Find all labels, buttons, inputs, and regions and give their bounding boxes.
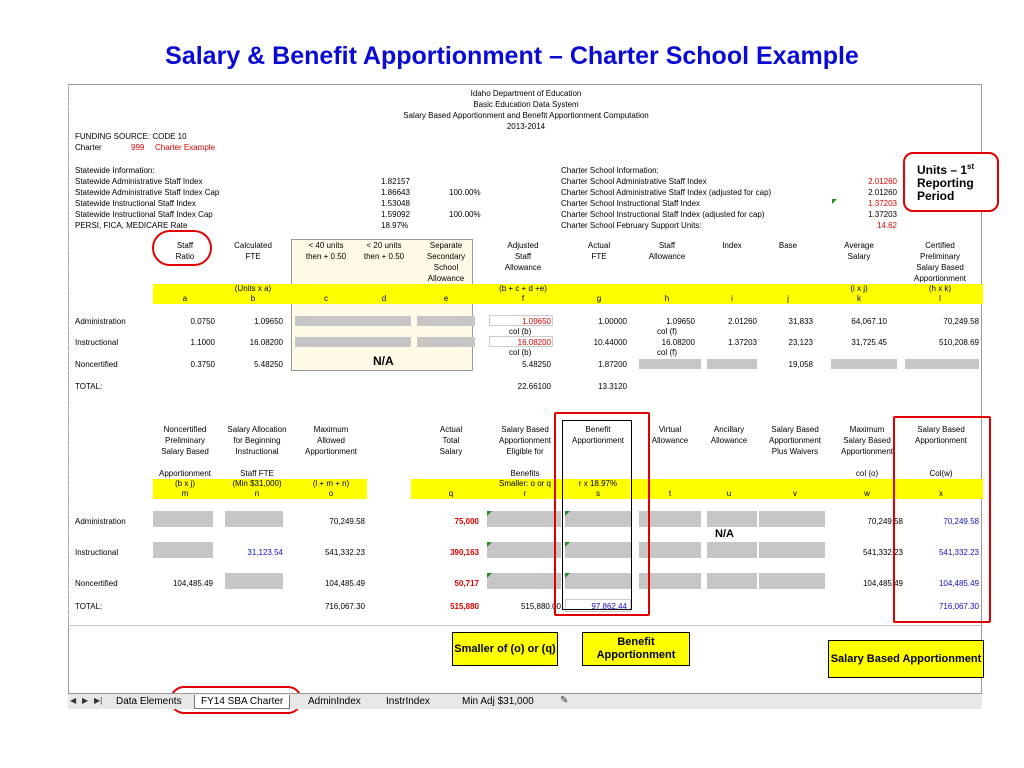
col-header-s: Apportionment bbox=[571, 436, 625, 445]
col-letter: t bbox=[668, 489, 672, 498]
col-header-n: Salary Allocation bbox=[227, 425, 287, 434]
col-header-staff-ratio: Staff bbox=[176, 241, 194, 250]
col-header-adjusted: Staff bbox=[514, 252, 532, 261]
col-header-separate: Separate bbox=[429, 241, 463, 250]
grey-cell bbox=[487, 542, 561, 558]
grey-cell bbox=[759, 511, 825, 527]
sheet-tab-bar bbox=[68, 693, 982, 709]
tab-min-adj[interactable]: Min Adj $31,000 bbox=[462, 696, 534, 707]
cell-i: 2.01260 bbox=[728, 317, 757, 326]
col-header-t: Virtual bbox=[658, 425, 682, 434]
col-letter: o bbox=[328, 489, 334, 498]
header-line1: Idaho Department of Education bbox=[470, 89, 582, 98]
cell-h: 1.09650 bbox=[666, 317, 695, 326]
header-line4: 2013-2014 bbox=[506, 122, 546, 131]
tab-data-elements[interactable]: Data Elements bbox=[116, 696, 182, 707]
grey-cell bbox=[831, 359, 897, 369]
col-header-x: Salary Based bbox=[917, 425, 965, 434]
cell-l: 510,208.69 bbox=[938, 338, 979, 347]
col-header-lt40: then + 0.50 bbox=[305, 252, 347, 261]
charter-info-value: 1.37203 bbox=[868, 210, 897, 219]
cell-comment-marker bbox=[487, 542, 492, 547]
charter-info-label: Charter School Instructional Staff Index (adjusted for cap) bbox=[561, 210, 765, 219]
cell-q: 75,000 bbox=[454, 517, 479, 526]
cell-k: 31,725.45 bbox=[851, 338, 887, 347]
col-letter: f bbox=[521, 294, 525, 303]
charter-label: Charter bbox=[75, 143, 102, 152]
cell-n: 31,123.54 bbox=[247, 548, 283, 557]
col-header-w: col (o) bbox=[855, 469, 879, 478]
col-header-staff-ratio: Ratio bbox=[175, 252, 195, 261]
col-letter: q bbox=[448, 489, 454, 498]
grey-cell bbox=[417, 316, 475, 326]
col-header-calc-fte: FTE bbox=[245, 252, 261, 261]
total-o: 716,067.30 bbox=[324, 602, 365, 611]
row-label: Administration bbox=[75, 317, 126, 326]
col-header-lt20: then + 0.50 bbox=[363, 252, 405, 261]
row-label: Instructional bbox=[75, 338, 119, 347]
cell-w: 104,485.49 bbox=[862, 579, 903, 588]
statewide-value: 1.53048 bbox=[381, 199, 410, 208]
statewide-pct: 100.00% bbox=[449, 210, 481, 219]
tab-adminindex[interactable]: AdminIndex bbox=[308, 696, 361, 707]
row-label: Noncertified bbox=[75, 360, 118, 369]
slide-title: Salary & Benefit Apportionment – Charter School Example bbox=[165, 42, 859, 70]
cell-o: 70,249.58 bbox=[329, 517, 365, 526]
cell-j: 19,058 bbox=[788, 360, 813, 369]
col-letter: w bbox=[864, 489, 870, 498]
formula-b: (Units x a) bbox=[234, 284, 272, 293]
col-letter: u bbox=[726, 489, 732, 498]
statewide-heading: Statewide Information: bbox=[75, 166, 155, 175]
cell-x: 70,249.58 bbox=[943, 517, 979, 526]
statewide-label: Statewide Instructional Staff Index Cap bbox=[75, 210, 213, 219]
cell-f: 5.48250 bbox=[522, 360, 551, 369]
spreadsheet bbox=[68, 84, 982, 709]
statewide-value: 1.86643 bbox=[381, 188, 410, 197]
col-header-w: Apportionment bbox=[840, 447, 894, 456]
grey-cell bbox=[417, 337, 475, 347]
col-letter: g bbox=[596, 294, 602, 303]
col-header-certified: Certified bbox=[925, 241, 955, 250]
col-letter: e bbox=[443, 294, 449, 303]
col-letter: c bbox=[324, 294, 328, 303]
col-header-actual-fte: Actual bbox=[587, 241, 611, 250]
row-label: Noncertified bbox=[75, 579, 118, 588]
col-letter: i bbox=[731, 294, 733, 303]
charter-info-value: 2.01260 bbox=[868, 177, 897, 186]
charter-info-label: Charter School Administrative Staff Index bbox=[561, 177, 707, 186]
grey-cell bbox=[639, 359, 701, 369]
col-letter: h bbox=[664, 294, 670, 303]
grey-cell bbox=[759, 542, 825, 558]
formula-f: (b + c + d +e) bbox=[499, 284, 547, 293]
row-gutter bbox=[68, 85, 70, 626]
col-letter: s bbox=[596, 489, 600, 498]
new-sheet-icon[interactable]: ✎ bbox=[560, 695, 569, 706]
col-header-n: for Beginning bbox=[233, 436, 281, 445]
col-header-u: Allowance bbox=[710, 436, 748, 445]
charter-info-value: 14.62 bbox=[876, 221, 897, 230]
grey-cell bbox=[707, 511, 757, 527]
grey-cell bbox=[905, 359, 979, 369]
cell-h-note: col (f) bbox=[657, 327, 677, 336]
cell-x: 541,332.23 bbox=[938, 548, 979, 557]
statewide-label: Statewide Administrative Staff Index bbox=[75, 177, 203, 186]
col-header-avg-salary: Salary bbox=[847, 252, 871, 261]
col-header-o: Apportionment bbox=[304, 447, 358, 456]
formula-n: (Min $31,000) bbox=[232, 479, 282, 488]
grey-cell bbox=[759, 573, 825, 589]
col-header-r: Benefits bbox=[510, 469, 540, 478]
grey-cell bbox=[225, 573, 283, 589]
statewide-label: Statewide Instructional Staff Index bbox=[75, 199, 196, 208]
col-header-o: Allowed bbox=[316, 436, 345, 445]
col-header-separate: School bbox=[433, 263, 459, 272]
callout-salary: Salary Based Apportionment bbox=[828, 640, 984, 678]
col-header-actual-fte: FTE bbox=[591, 252, 607, 261]
col-header-v: Plus Waivers bbox=[771, 447, 819, 456]
total-r: 515,880.00 bbox=[520, 602, 561, 611]
formula-o: (l + m + n) bbox=[312, 479, 350, 488]
col-header-v: Apportionment bbox=[768, 436, 822, 445]
last-sheet-icon[interactable]: ▶| bbox=[94, 696, 103, 705]
cell-f: 1.09650 bbox=[522, 317, 551, 326]
cell-f-note: col (b) bbox=[509, 348, 532, 357]
col-header-n: Staff FTE bbox=[240, 469, 274, 478]
total-s: 97,862.44 bbox=[591, 602, 627, 611]
cell-i: 1.37203 bbox=[728, 338, 757, 347]
col-header-q: Total bbox=[442, 436, 460, 445]
units-callout bbox=[903, 152, 999, 212]
cell-w: 541,332.23 bbox=[862, 548, 903, 557]
col-header-q: Salary bbox=[439, 447, 463, 456]
col-header-adjusted: Allowance bbox=[504, 263, 542, 272]
col-header-adjusted: Adjusted bbox=[507, 241, 539, 250]
charter-info-value: 2.01260 bbox=[868, 188, 897, 197]
statewide-pct: 100.00% bbox=[449, 188, 481, 197]
cell-h-note: col (f) bbox=[657, 348, 677, 357]
col-header-avg-salary: Average bbox=[844, 241, 874, 250]
charter-info-label: Charter School Administrative Staff Index (adjusted for cap) bbox=[561, 188, 772, 197]
col-letter: r bbox=[523, 489, 527, 498]
col-letter: j bbox=[787, 294, 789, 303]
callout-benefit: Benefit Apportionment bbox=[582, 632, 690, 666]
grey-cell bbox=[487, 511, 561, 527]
col-header-o: Maximum bbox=[313, 425, 349, 434]
col-header-x: Col(w) bbox=[929, 469, 953, 478]
col-header-base: Base bbox=[778, 241, 798, 250]
charter-name: Charter Example bbox=[155, 143, 216, 152]
total-f: 22.66100 bbox=[517, 382, 551, 391]
charter-info-label: Charter School February Support Units: bbox=[561, 221, 702, 230]
cell-o: 104,485.49 bbox=[324, 579, 365, 588]
col-header-lt20: < 20 units bbox=[366, 241, 402, 250]
col-header-t: Allowance bbox=[651, 436, 689, 445]
tab-fy14-sba-charter[interactable]: FY14 SBA Charter bbox=[194, 695, 290, 709]
cell-o: 541,332.23 bbox=[324, 548, 365, 557]
total-label: TOTAL: bbox=[75, 382, 103, 391]
cell-comment-marker bbox=[832, 199, 837, 204]
formula-s: r x 18.97% bbox=[578, 479, 618, 488]
row-label: Instructional bbox=[75, 548, 119, 557]
col-header-q: Actual bbox=[439, 425, 463, 434]
cell-q: 50,717 bbox=[454, 579, 479, 588]
col-letter: m bbox=[181, 489, 189, 498]
cell-b: 5.48250 bbox=[254, 360, 283, 369]
callout-smaller: Smaller of (o) or (q) bbox=[452, 632, 558, 666]
col-header-m: Salary Based bbox=[161, 447, 209, 456]
header-line3: Salary Based Apportionment and Benefit Apportionment Computation bbox=[403, 111, 649, 120]
cell-w: 70,249.58 bbox=[867, 517, 903, 526]
na-label-lower: N/A bbox=[715, 528, 734, 540]
grey-cell bbox=[225, 511, 283, 527]
cell-j: 31,833 bbox=[788, 317, 813, 326]
statewide-label: Statewide Administrative Staff Index Cap bbox=[75, 188, 220, 197]
grey-cell bbox=[153, 542, 213, 558]
col-header-u: Ancillary bbox=[713, 425, 745, 434]
header-line2: Basic Education Data System bbox=[473, 100, 579, 109]
charter-info-value: 1.37203 bbox=[868, 199, 897, 208]
total-x: 716,067.30 bbox=[938, 602, 979, 611]
grey-cell bbox=[707, 573, 757, 589]
cell-f: 16.08200 bbox=[517, 338, 551, 347]
units-sup: st bbox=[967, 162, 975, 171]
col-letter: x bbox=[939, 489, 943, 498]
cell-a: 1.1000 bbox=[190, 338, 215, 347]
na-label-upper: N/A bbox=[373, 354, 394, 368]
col-header-m: Preliminary bbox=[164, 436, 205, 445]
cell-l: 70,249.58 bbox=[943, 317, 979, 326]
col-header-certified: Salary Based bbox=[916, 263, 964, 272]
statewide-label: PERSI, FICA, MEDICARE Rate bbox=[75, 221, 188, 230]
col-header-x: Apportionment bbox=[914, 436, 968, 445]
next-sheet-icon[interactable]: ▶ bbox=[82, 696, 89, 705]
first-sheet-icon[interactable]: ◀ bbox=[70, 696, 77, 705]
col-header-certified: Preliminary bbox=[919, 252, 960, 261]
col-header-w: Salary Based bbox=[843, 436, 891, 445]
col-header-s: Benefit bbox=[585, 425, 611, 434]
grey-cell bbox=[295, 337, 411, 347]
cell-m: 104,485.49 bbox=[172, 579, 213, 588]
formula-r: Smaller: o or q bbox=[498, 479, 552, 488]
col-letter: k bbox=[857, 294, 861, 303]
col-header-staff-allowance: Allowance bbox=[648, 252, 686, 261]
funding-source: FUNDING SOURCE: CODE 10 bbox=[75, 132, 187, 141]
col-header-r: Salary Based bbox=[501, 425, 549, 434]
cell-g: 10.44000 bbox=[593, 338, 627, 347]
formula-k: (i x j) bbox=[850, 284, 868, 293]
col-letter: v bbox=[793, 489, 797, 498]
cell-f-note: col (b) bbox=[509, 327, 532, 336]
grey-cell bbox=[707, 542, 757, 558]
units-line3: Period bbox=[917, 189, 955, 203]
units-line1: Units – 1 bbox=[917, 163, 968, 177]
highlight-salary-column bbox=[893, 416, 991, 623]
row-label: Administration bbox=[75, 517, 126, 526]
total-label: TOTAL: bbox=[75, 602, 103, 611]
highlight-benefit-column bbox=[554, 412, 650, 616]
col-header-r: Apportionment bbox=[498, 436, 552, 445]
col-header-w: Maximum bbox=[849, 425, 885, 434]
cell-a: 0.3750 bbox=[190, 360, 215, 369]
col-header-index: Index bbox=[722, 241, 742, 250]
charter-info-label: Charter School Instructional Staff Index bbox=[561, 199, 701, 208]
col-header-r: Eligible for bbox=[506, 447, 544, 456]
col-header-staff-allowance: Staff bbox=[658, 241, 676, 250]
highlight-staff-ratio bbox=[152, 230, 212, 266]
cell-b: 1.09650 bbox=[254, 317, 283, 326]
units-line2: Reporting bbox=[917, 176, 974, 190]
cell-b: 16.08200 bbox=[249, 338, 283, 347]
cell-j: 23,123 bbox=[788, 338, 813, 347]
cell-a: 0.0750 bbox=[190, 317, 215, 326]
col-header-m: Noncertified bbox=[163, 425, 207, 434]
col-header-n: Instructional bbox=[235, 447, 279, 456]
col-letter: a bbox=[182, 294, 188, 303]
statewide-value: 18.97% bbox=[381, 221, 409, 230]
formula-m: (b x j) bbox=[175, 479, 195, 488]
statewide-value: 1.59092 bbox=[381, 210, 410, 219]
grey-cell bbox=[487, 573, 561, 589]
grey-cell bbox=[295, 316, 411, 326]
cell-comment-marker bbox=[487, 511, 492, 516]
col-header-separate: Secondary bbox=[426, 252, 466, 261]
col-header-lt40: < 40 units bbox=[308, 241, 344, 250]
col-header-calc-fte: Calculated bbox=[234, 241, 272, 250]
cell-h: 16.08200 bbox=[661, 338, 695, 347]
tab-instrindex[interactable]: InstrIndex bbox=[386, 696, 430, 707]
cell-q: 390,163 bbox=[450, 548, 479, 557]
cell-k: 64,067.10 bbox=[851, 317, 887, 326]
total-g: 13.3120 bbox=[598, 382, 627, 391]
cell-g: 1.87200 bbox=[598, 360, 627, 369]
col-letter: d bbox=[381, 294, 387, 303]
col-header-m: Apportionment bbox=[158, 469, 212, 478]
formula-l: (h x k) bbox=[928, 284, 952, 293]
grey-cell bbox=[707, 359, 757, 369]
divider bbox=[69, 625, 983, 626]
col-letter: b bbox=[250, 294, 256, 303]
col-header-v: Salary Based bbox=[771, 425, 819, 434]
col-letter: l bbox=[939, 294, 941, 303]
charter-info-heading: Charter School Information: bbox=[561, 166, 659, 175]
grey-cell bbox=[153, 511, 213, 527]
cell-g: 1.00000 bbox=[598, 317, 627, 326]
charter-number: 999 bbox=[131, 143, 145, 152]
col-letter: n bbox=[254, 489, 260, 498]
total-q: 515,880 bbox=[450, 602, 479, 611]
col-header-separate: Allowance bbox=[427, 274, 465, 283]
col-header-certified: Apportionment bbox=[913, 274, 967, 283]
statewide-value: 1.82157 bbox=[381, 177, 410, 186]
cell-x: 104,485.49 bbox=[938, 579, 979, 588]
cell-comment-marker bbox=[487, 573, 492, 578]
